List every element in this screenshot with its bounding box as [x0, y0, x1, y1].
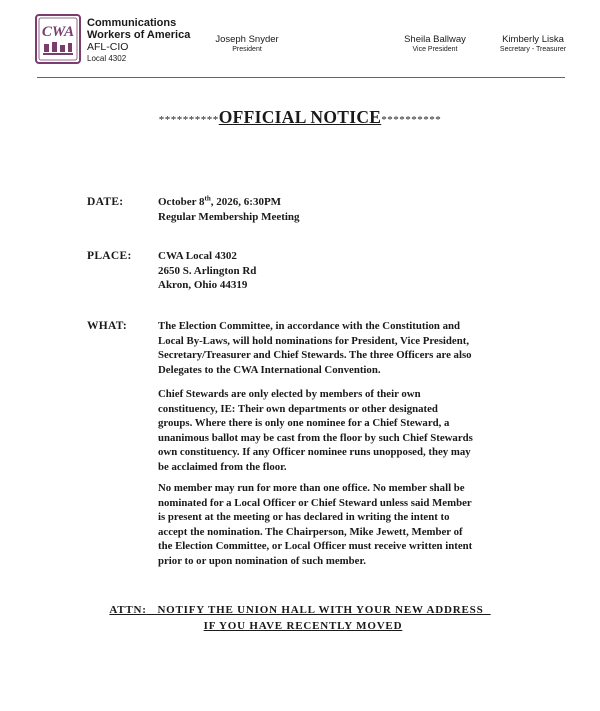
place-line: 2650 S. Arlington Rd — [158, 264, 257, 277]
what-label: WHAT: — [87, 320, 128, 332]
attention-line2: IF YOU HAVE RECENTLY MOVED — [203, 620, 403, 632]
date-value — [158, 195, 518, 224]
title-text: OFFICIAL NOTICE — [218, 107, 382, 127]
notice-title — [0, 107, 600, 128]
date-label: DATE: — [87, 196, 124, 208]
cwa-logo — [35, 14, 81, 64]
place-value — [158, 249, 518, 293]
title-stars-right: ********** — [381, 114, 442, 126]
what-paragraph-3: No member may run for more than one office. No member shall be nominated for a Local Officer or Chief Steward unless said Member is present at the meeting or has declared in writing the intent to accept the nomination. The Chairperson, Mike Jewett, Member of the Election Committee, or Local Officer must receive written intent prior to or upon nomination of such member. — [158, 482, 473, 567]
officer-secretary-treasurer — [498, 34, 568, 54]
officer-name: Sheila Ballway — [404, 34, 466, 45]
org-local-number: Local 4302 — [87, 54, 127, 63]
officer-title: Vice President — [412, 46, 458, 53]
what-paragraph-2: Chief Stewards are only elected by members of their own constituency, IE: Their own departments or other designated groups. Where there is only one nominee for a Chief Steward, a unanimous ballot may be cast from the floor by such Chief Stewards own constituency. If any Officer nominee runs unopposed, they may be acclaimed from the floor. — [158, 388, 473, 473]
letterhead-divider — [37, 77, 565, 78]
what-paragraph-1: The Election Committee, in accordance with the Constitution and Local By-Laws, will hold nominations for President, Vice President, Secretary/Treasurer and Chief Stewards. The three Officers are also Delegates to the CWA International Convention. — [158, 320, 472, 376]
logo-text: CWA — [41, 24, 75, 40]
officer-title: President — [232, 46, 262, 53]
place-label: PLACE: — [87, 250, 132, 262]
attention-line1: ATTN: NOTIFY THE UNION HALL WITH YOUR NEW ADDRESS — [109, 604, 484, 616]
officer-vice-president — [400, 34, 470, 54]
title-stars-left: ********** — [158, 114, 219, 126]
place-line: Akron, Ohio 44319 — [158, 279, 248, 291]
attention-notice — [0, 602, 600, 634]
officer-title: Secretary - Treasurer — [499, 46, 567, 53]
date-line1: October 8th, 2026, 6:30PM — [158, 194, 282, 208]
org-affiliation: AFL-CIO — [87, 41, 129, 53]
org-name-line1: Communications — [87, 17, 177, 29]
organization-block — [87, 17, 190, 64]
officer-name: Kimberly Liska — [502, 34, 564, 45]
officer-name: Joseph Snyder — [215, 34, 279, 45]
date-line2: Regular Membership Meeting — [158, 210, 300, 223]
org-name-line2: Workers of America — [87, 29, 191, 41]
place-line: CWA Local 4302 — [158, 250, 237, 262]
officer-president — [212, 34, 282, 54]
